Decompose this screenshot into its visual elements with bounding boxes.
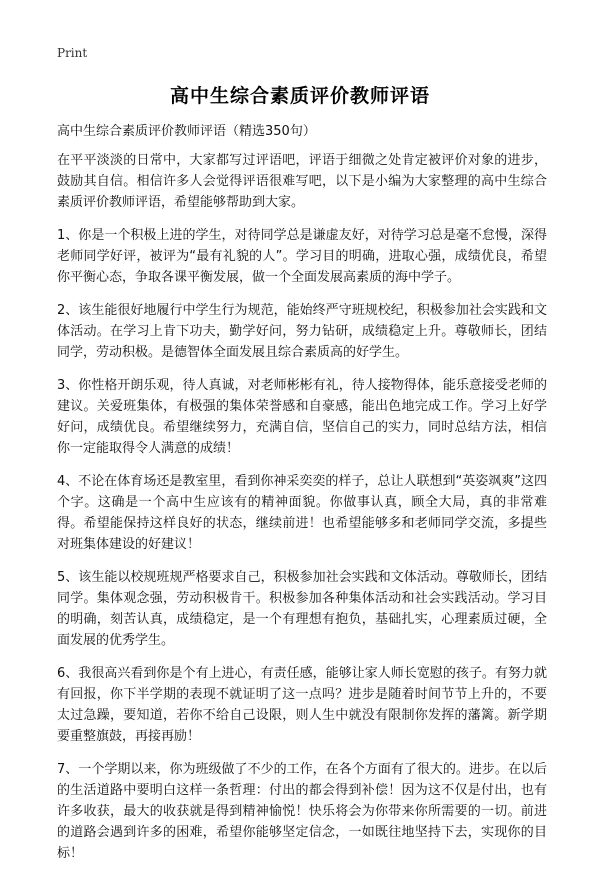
- comment-paragraph-7: 7、一个学期以来，你为班级做了不少的工作，在各个方面有了很大的。进步。在以后的生活道路中要明白这样一条哲理：付出的都会得到补偿！因为这不仅是付出，也有许多收获，最大的收获就是得到精神愉悦！快乐将会为你带来你所需要的一切。前进的道路会遇到许多的困难，希望你能够坚定信念，一如既往地坚持下去，实现你的目标！: [57, 762, 547, 861]
- document-body: [57, 121, 547, 876]
- intro-paragraph: 在平平淡淡的日常中，大家都写过评语吧，评语于细微之处肯定被评价对象的进步，鼓励其自信。相信许多人会觉得评语很难写吧，以下是小编为大家整理的高中生综合素质评价教师评语，希望能够帮助到大家。: [57, 153, 547, 210]
- page-title: 高中生综合素质评价教师评语: [169, 85, 430, 107]
- comment-paragraph-1: 1、你是一个积极上进的学生，对待同学总是谦虚友好，对待学习总是毫不怠慢，深得老师同学好评，被评为“最有礼貌的人”。学习目的明确，进取心强，成绩优良，希望你平衡心态，争取各课平衡发展，做一个全面发展高素质的海中学子。: [57, 228, 547, 285]
- comment-paragraph-5: 5、该生能以校规班规严格要求自己，积极参加社会实践和文体活动。尊敬师长，团结同学。集体观念强，劳动积极肯干。积极参加各种集体活动和社会实践活动。学习目的明确，刻苦认真，成绩稳定，是一个有理想有抱负，基础扎实，心理素质过硬，全面发展的优秀学生。: [57, 570, 547, 648]
- comment-paragraph-6: 6、我很高兴看到你是个有上进心，有责任感，能够让家人师长宽慰的孩子。有努力就有回报，你下半学期的表现不就证明了这一点吗？进步是随着时间节节上升的，不要太过急躁，要知道，若你不给自己设限，则人生中就没有限制你发挥的藩篱。新学期要重整旗鼓，再接再励！: [57, 666, 547, 744]
- document-subtitle: 高中生综合素质评价教师评语（精选350句）: [57, 124, 316, 139]
- print-label: Print: [57, 46, 88, 60]
- comment-paragraph-2: 2、该生能很好地履行中学生行为规范，能始终严守班规校纪，积极参加社会实践和文体活动。在学习上肯下功夫，勤学好问，努力钻研，成绩稳定上升。尊敬师长，团结同学，劳动积极。是德智体全面发展且综合素质高的好学生。: [57, 303, 547, 360]
- comment-paragraph-4: 4、不论在体育场还是教室里，看到你神采奕奕的样子，总让人联想到“英姿飒爽”这四个字。这确是一个高中生应该有的精神面貌。你做事认真，顾全大局，真的非常难得。希望能保持这样良好的状态，继续前进！也希望能够多和老师同学交流，多提些对班集体建设的好建议！: [57, 474, 547, 552]
- comment-paragraph-3: 3、你性格开朗乐观，待人真诚，对老师彬彬有礼，待人接物得体，能乐意接受老师的建议。关爱班集体，有极强的集体荣誉感和自豪感，能出色地完成工作。学习上好学好问，成绩优良。希望继续努力，充满自信，坚信自己的实力，同时总结方法，相信你一定能取得令人满意的成绩！: [57, 378, 547, 456]
